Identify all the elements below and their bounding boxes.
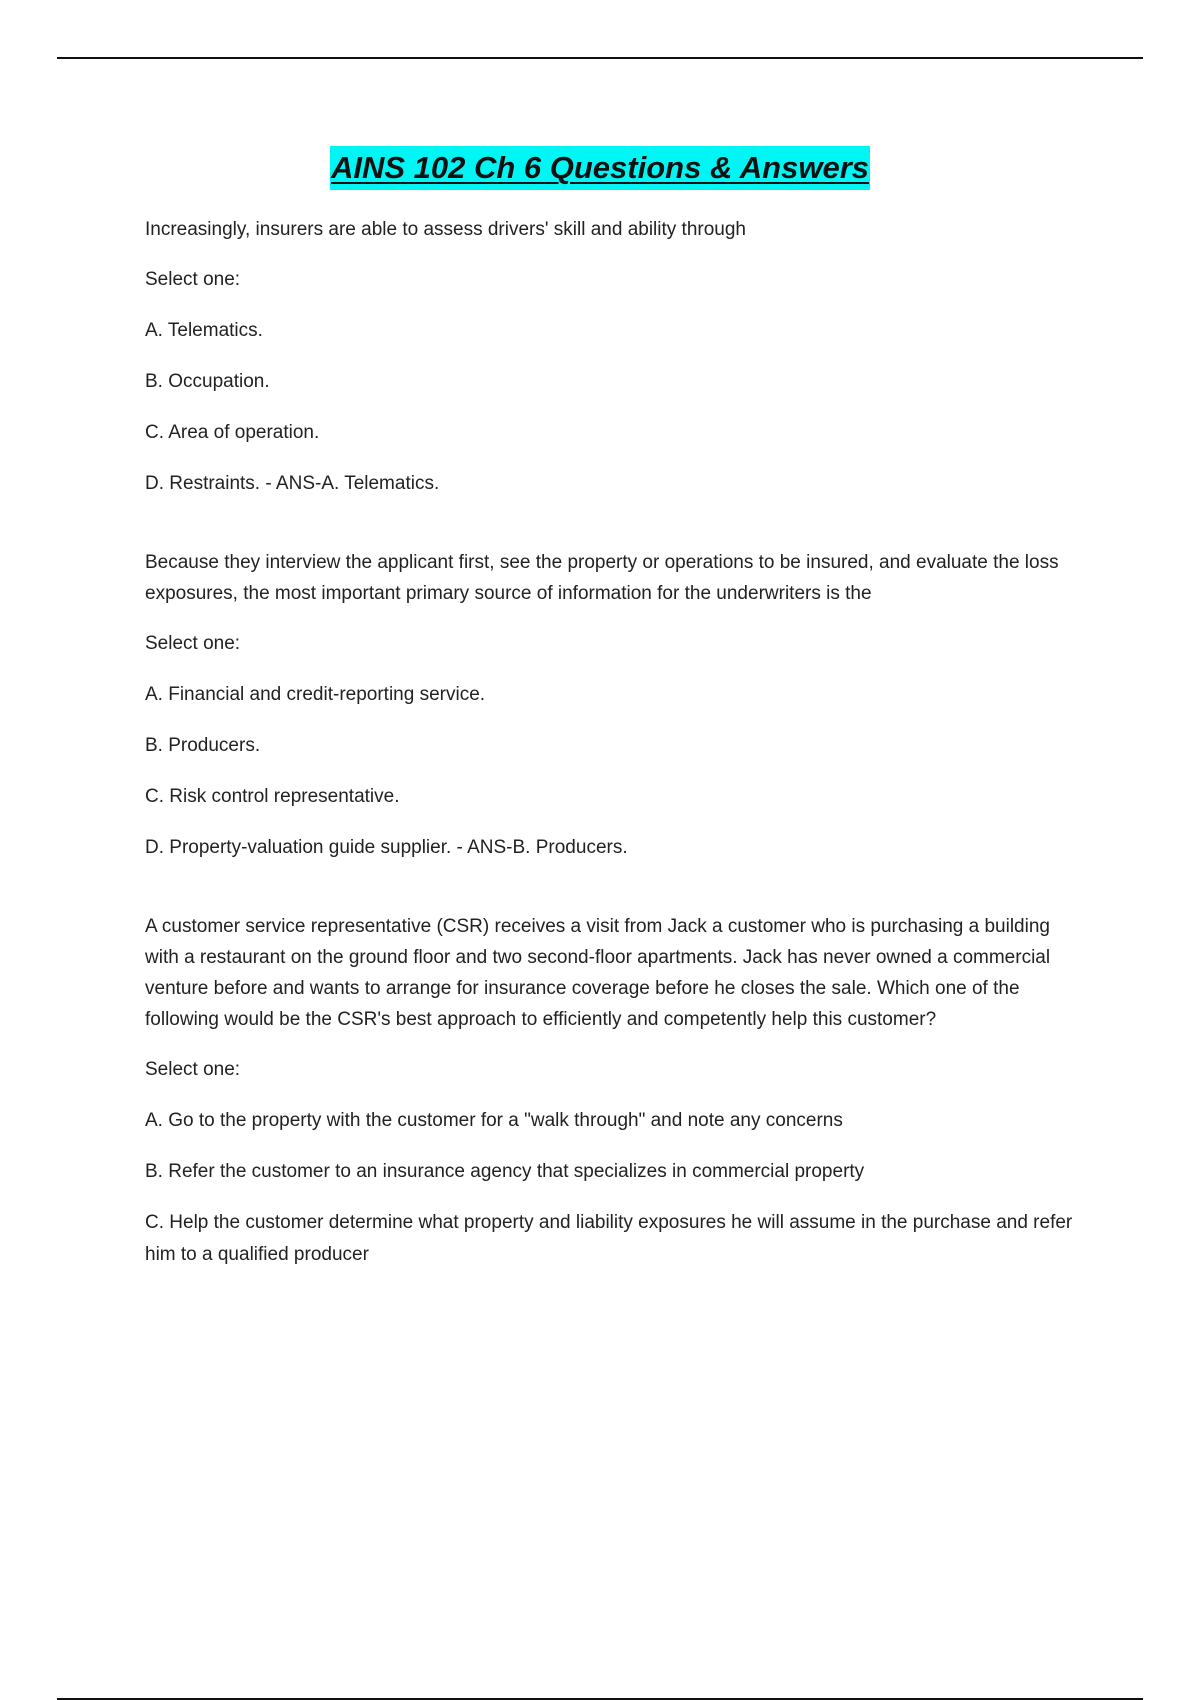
answer-option: D. Property-valuation guide supplier. - ANS-B. Producers. <box>145 837 628 858</box>
answer-option: A. Go to the property with the customer for a "walk through" and note any concerns <box>145 1110 843 1131</box>
select-prompt: Select one: <box>145 633 241 654</box>
answer-option: C. Risk control representative. <box>145 786 400 807</box>
answer-option: B. Refer the customer to an insurance agency that specializes in commercial property <box>145 1161 865 1182</box>
answer-option: C. Area of operation. <box>145 422 320 443</box>
top-rule <box>57 57 1143 59</box>
answer-option: B. Occupation. <box>145 371 270 392</box>
question-1 <box>145 214 1085 500</box>
answer-option: C. Help the customer determine what property and liability exposures he will assume in the purchase and refer him to a qualified producer <box>145 1212 1073 1265</box>
question-2 <box>145 547 1085 864</box>
document-body <box>145 214 1085 1271</box>
question-3 <box>145 911 1085 1271</box>
answer-option: A. Financial and credit-reporting service. <box>145 684 486 705</box>
question-stem: Increasingly, insurers are able to assess drivers' skill and ability through <box>145 219 746 240</box>
title-container <box>0 146 1200 190</box>
document-title: AINS 102 Ch 6 Questions & Answers <box>330 146 870 190</box>
select-prompt: Select one: <box>145 1059 241 1080</box>
answer-option: A. Telematics. <box>145 320 263 341</box>
answer-option: D. Restraints. - ANS-A. Telematics. <box>145 473 440 494</box>
question-stem: Because they interview the applicant first, see the property or operations to be insured, and evaluate the loss exposures, the most important primary source of information for the underwriters is the <box>145 552 1059 604</box>
answer-option: B. Producers. <box>145 735 261 756</box>
question-stem: A customer service representative (CSR) receives a visit from Jack a customer who is purchasing a building with a restaurant on the ground floor and two second-floor apartments. Jack has never owned a commercial venture before and wants to arrange for insurance coverage before he closes the sale. Which one of the following would be the CSR's best approach to efficiently and competently help this customer? <box>145 916 1051 1030</box>
select-prompt: Select one: <box>145 269 241 290</box>
